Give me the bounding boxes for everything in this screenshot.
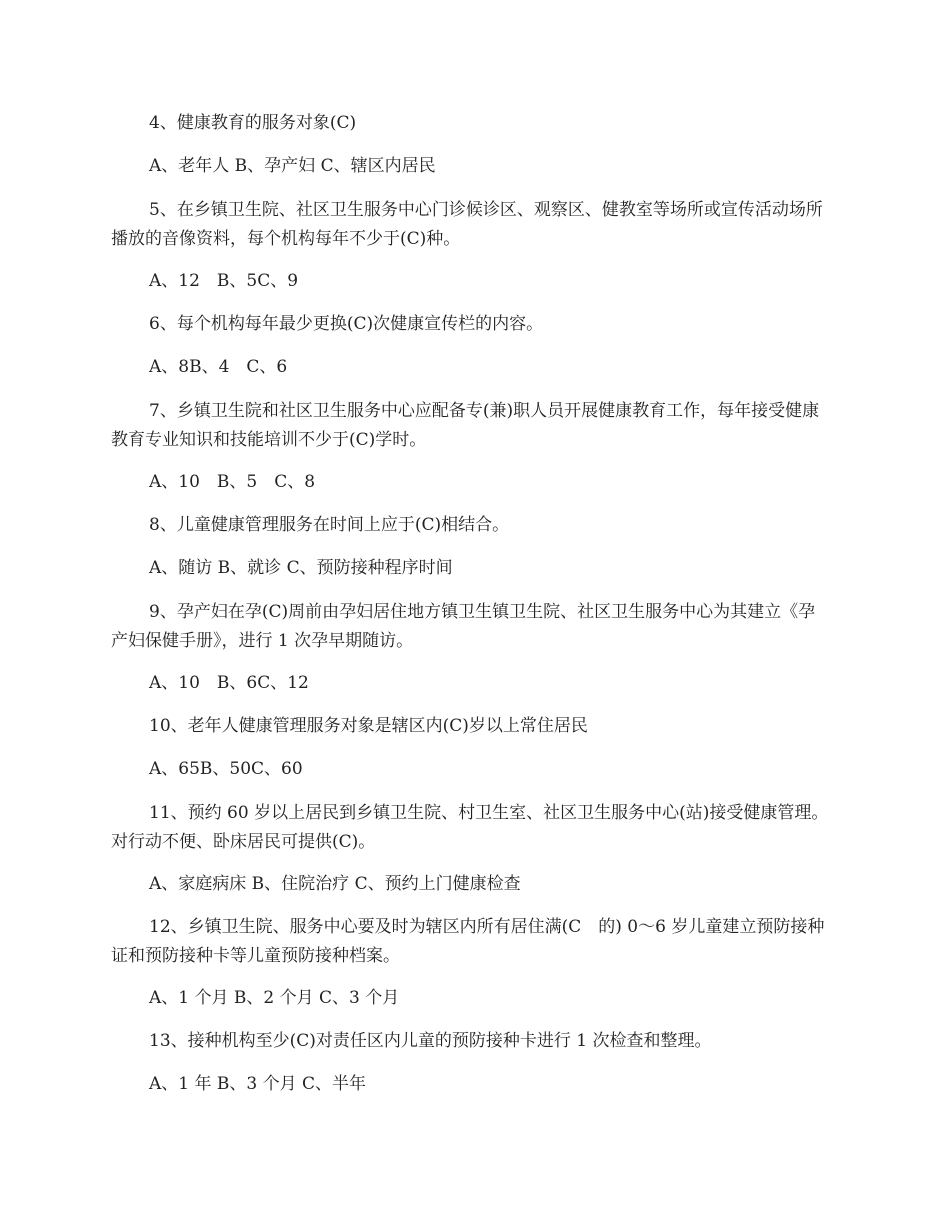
options-8: A、随访 B、就诊 C、预防接种程序时间 bbox=[149, 558, 453, 578]
options-7: A、10 B、5 C、8 bbox=[149, 472, 316, 492]
question-13: 13、接种机构至少(C)对责任区内儿童的预防接种卡进行 1 次检查和整理。 bbox=[149, 1031, 712, 1051]
question-4: 4、健康教育的服务对象(C) bbox=[149, 113, 357, 133]
question-6: 6、每个机构每年最少更换(C)次健康宣传栏的内容。 bbox=[149, 314, 544, 334]
question-12: 12、乡镇卫生院、服务中心要及时为辖区内所有居住满(C 的) 0～6 岁儿童建立预防接种证和预防接种卡等儿童预防接种档案。 bbox=[111, 917, 825, 966]
question-10: 10、老年人健康管理服务对象是辖区内(C)岁以上常住居民 bbox=[149, 716, 588, 736]
options-12: A、1 个月 B、2 个月 C、3 个月 bbox=[149, 988, 400, 1008]
question-8: 8、儿童健康管理服务在时间上应于(C)相结合。 bbox=[149, 515, 510, 535]
question-7: 7、乡镇卫生院和社区卫生服务中心应配备专(兼)职人员开展健康教育工作，每年接受健康教育专业知识和技能培训不少于(C)学时。 bbox=[111, 401, 820, 450]
options-5: A、12 B、5C、9 bbox=[149, 271, 299, 291]
options-10: A、65B、50C、60 bbox=[149, 759, 303, 779]
question-9: 9、孕产妇在孕(C)周前由孕妇居住地方镇卫生镇卫生院、社区卫生服务中心为其建立《孕产妇保健手册》，进行 1 次孕早期随访。 bbox=[111, 602, 816, 651]
question-11: 11、预约 60 岁以上居民到乡镇卫生院、村卫生室、社区卫生服务中心(站)接受健康管理。对行动不便、卧床居民可提供(C)。 bbox=[111, 803, 829, 852]
options-11: A、家庭病床 B、住院治疗 C、预约上门健康检查 bbox=[149, 874, 521, 894]
options-4: A、老年人 B、孕产妇 C、辖区内居民 bbox=[149, 156, 436, 176]
options-13: A、1 年 B、3 个月 C、半年 bbox=[149, 1074, 367, 1094]
question-5: 5、在乡镇卫生院、社区卫生服务中心门诊候诊区、观察区、健教室等场所或宣传活动场所播放的音像资料，每个机构每年不少于(C)种。 bbox=[111, 200, 823, 249]
options-6: A、8B、4 C、6 bbox=[149, 357, 288, 377]
options-9: A、10 B、6C、12 bbox=[149, 673, 309, 693]
